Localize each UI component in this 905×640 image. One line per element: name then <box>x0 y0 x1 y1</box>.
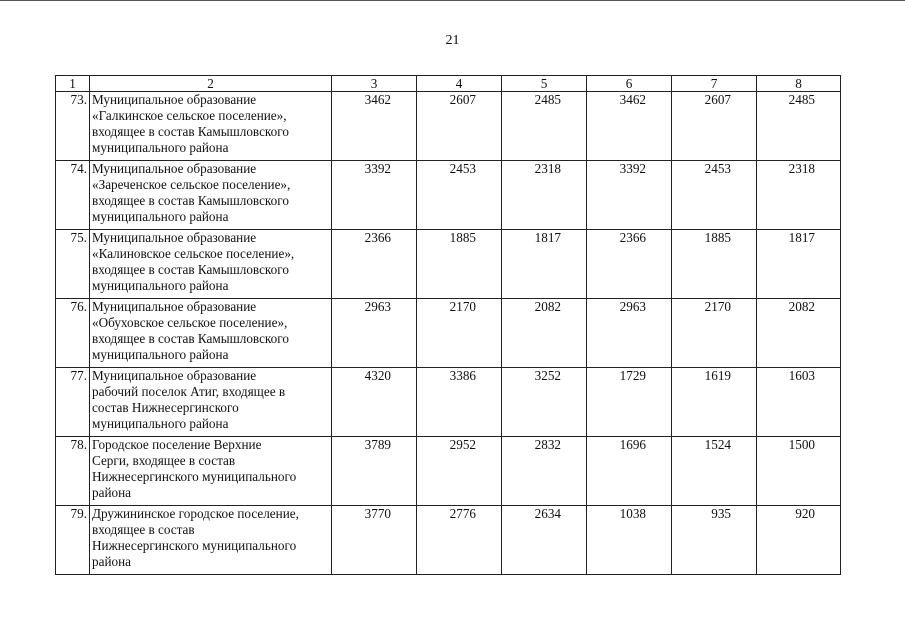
municipality-name: Муниципальное образование «Зареченское сельское поселение», входящее в состав Камышловского муниципального района <box>90 161 332 230</box>
row-number: 74. <box>56 161 90 230</box>
header-cell-1: 1 <box>56 76 90 92</box>
value-cell-col7: 2607 <box>672 92 757 161</box>
value-cell-col5: 2832 <box>502 437 587 506</box>
value-cell-col6: 1038 <box>587 506 672 575</box>
scan-top-edge <box>0 0 905 1</box>
value-cell-col4: 3386 <box>417 368 502 437</box>
header-cell-3: 3 <box>332 76 417 92</box>
value-cell-col3: 2366 <box>332 230 417 299</box>
value-cell-col7: 2453 <box>672 161 757 230</box>
value-cell-col4: 2952 <box>417 437 502 506</box>
municipality-name: Муниципальное образование рабочий поселок Атиг, входящее в состав Нижнесергинского муниципального района <box>90 368 332 437</box>
municipality-name: Дружининское городское поселение, входящее в состав Нижнесергинского муниципального района <box>90 506 332 575</box>
municipality-name: Муниципальное образование «Калиновское сельское поселение», входящее в состав Камышловского муниципального района <box>90 230 332 299</box>
value-cell-col6: 3462 <box>587 92 672 161</box>
header-cell-6: 6 <box>587 76 672 92</box>
page-number: 21 <box>445 33 460 48</box>
value-cell-col7: 1524 <box>672 437 757 506</box>
value-cell-col4: 2453 <box>417 161 502 230</box>
row-number: 79. <box>56 506 90 575</box>
header-cell-4: 4 <box>417 76 502 92</box>
value-cell-col3: 2963 <box>332 299 417 368</box>
value-cell-col8: 1500 <box>757 437 841 506</box>
table-header-row <box>56 76 841 92</box>
value-cell-col7: 1619 <box>672 368 757 437</box>
header-cell-8: 8 <box>757 76 841 92</box>
value-cell-col8: 920 <box>757 506 841 575</box>
value-cell-col8: 2485 <box>757 92 841 161</box>
value-cell-col8: 2318 <box>757 161 841 230</box>
row-number: 75. <box>56 230 90 299</box>
value-cell-col5: 2318 <box>502 161 587 230</box>
value-cell-col4: 2170 <box>417 299 502 368</box>
value-cell-col3: 3770 <box>332 506 417 575</box>
value-cell-col5: 3252 <box>502 368 587 437</box>
value-cell-col5: 2485 <box>502 92 587 161</box>
value-cell-col5: 2082 <box>502 299 587 368</box>
value-cell-col3: 3789 <box>332 437 417 506</box>
row-number: 76. <box>56 299 90 368</box>
table-row <box>56 368 841 437</box>
value-cell-col5: 1817 <box>502 230 587 299</box>
header-cell-5: 5 <box>502 76 587 92</box>
data-table <box>55 75 841 575</box>
value-cell-col3: 3392 <box>332 161 417 230</box>
table-row <box>56 299 841 368</box>
row-number: 77. <box>56 368 90 437</box>
value-cell-col7: 2170 <box>672 299 757 368</box>
municipality-name: Городское поселение Верхние Серги, входящее в состав Нижнесергинского муниципального района <box>90 437 332 506</box>
header-cell-2: 2 <box>90 76 332 92</box>
header-cell-7: 7 <box>672 76 757 92</box>
value-cell-col8: 2082 <box>757 299 841 368</box>
value-cell-col6: 2963 <box>587 299 672 368</box>
value-cell-col7: 935 <box>672 506 757 575</box>
value-cell-col5: 2634 <box>502 506 587 575</box>
table-body <box>56 76 841 575</box>
table-row <box>56 437 841 506</box>
value-cell-col3: 3462 <box>332 92 417 161</box>
row-number: 73. <box>56 92 90 161</box>
row-number: 78. <box>56 437 90 506</box>
value-cell-col4: 2776 <box>417 506 502 575</box>
table-row <box>56 92 841 161</box>
value-cell-col3: 4320 <box>332 368 417 437</box>
municipality-name: Муниципальное образование «Обуховское сельское поселение», входящее в состав Камышловского муниципального района <box>90 299 332 368</box>
value-cell-col4: 1885 <box>417 230 502 299</box>
value-cell-col6: 3392 <box>587 161 672 230</box>
value-cell-col6: 1696 <box>587 437 672 506</box>
value-cell-col6: 1729 <box>587 368 672 437</box>
value-cell-col7: 1885 <box>672 230 757 299</box>
table-row <box>56 230 841 299</box>
table-row <box>56 506 841 575</box>
value-cell-col8: 1817 <box>757 230 841 299</box>
value-cell-col8: 1603 <box>757 368 841 437</box>
value-cell-col4: 2607 <box>417 92 502 161</box>
value-cell-col6: 2366 <box>587 230 672 299</box>
municipality-name: Муниципальное образование «Галкинское сельское поселение», входящее в состав Камышловского муниципального района <box>90 92 332 161</box>
table-row <box>56 161 841 230</box>
